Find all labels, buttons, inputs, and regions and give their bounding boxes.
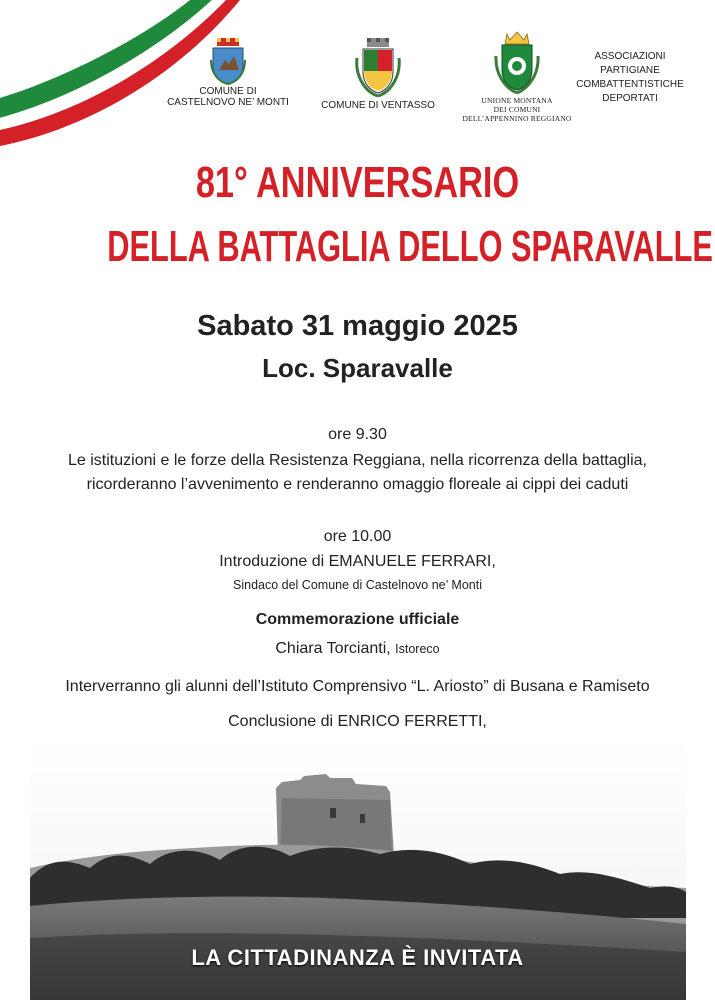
program-intro-role: Sindaco del Comune di Castelnovo ne’ Monti xyxy=(233,578,482,592)
commemoration-speaker-org: Istoreco xyxy=(395,642,440,656)
associations-line-4: DEPORTATI xyxy=(602,93,658,104)
program-text-1-line-2: ricorderanno l’avvenimento e renderanno omaggio floreale ai cippi dei caduti xyxy=(86,476,629,493)
logo-ventasso-caption: COMUNE DI VENTASSO xyxy=(321,100,435,111)
logo-ventasso xyxy=(308,36,448,111)
program-conclusion: Conclusione di ENRICO FERRETTI, xyxy=(228,713,487,730)
program-time-2: ore 10.00 xyxy=(323,528,392,545)
associations-line-3: COMBATTENTISTICHE xyxy=(576,79,684,90)
event-location: Loc. Sparavalle xyxy=(262,353,453,383)
footer-invite: LA CITTADINANZA È INVITATA xyxy=(191,945,524,970)
program-text-1-line-1: Le istituzioni e le forze della Resistenza Reggiana, nella ricorrenza della battaglia, xyxy=(68,452,647,469)
logo-unione-caption-2: DEI COMUNI xyxy=(493,105,541,114)
associations-line-2: PARTIGIANE xyxy=(600,65,660,76)
castelnovo-crest-icon xyxy=(209,36,247,86)
logo-unione-caption-1: UNIONE MONTANA xyxy=(481,96,553,105)
logo-castelnovo-caption-1: COMUNE DI xyxy=(199,86,257,97)
title-line-1: 81° ANNIVERSARIO xyxy=(195,158,520,207)
unione-montana-crest-icon xyxy=(493,30,541,96)
logo-castelnovo-caption-2: CASTELNOVO NE’ MONTI xyxy=(167,97,289,108)
ventasso-crest-icon xyxy=(351,36,405,100)
logo-castelnovo xyxy=(158,36,298,108)
associations-block xyxy=(565,50,695,106)
program-time-1: ore 9.30 xyxy=(328,426,387,443)
program-commemoration-speaker xyxy=(0,638,715,660)
event-date: Sabato 31 maggio 2025 xyxy=(197,310,518,342)
title-line-2: DELLA BATTAGLIA DELLO SPARAVALLE xyxy=(107,222,713,271)
logo-unione-montana xyxy=(458,30,576,123)
program-commemoration-title: Commemorazione ufficiale xyxy=(255,611,460,628)
associations-line-1: ASSOCIAZIONI xyxy=(594,51,666,62)
program-students: Interverranno gli alunni dell’Istituto Comprensivo “L. Ariosto” di Busana e Ramiseto xyxy=(65,678,650,695)
commemoration-speaker-name: Chiara Torcianti, xyxy=(275,640,391,657)
program-intro: Introduzione di EMANUELE FERRARI, xyxy=(219,553,496,570)
logo-unione-caption-3: DELL’APPENNINO REGGIANO xyxy=(462,114,572,123)
